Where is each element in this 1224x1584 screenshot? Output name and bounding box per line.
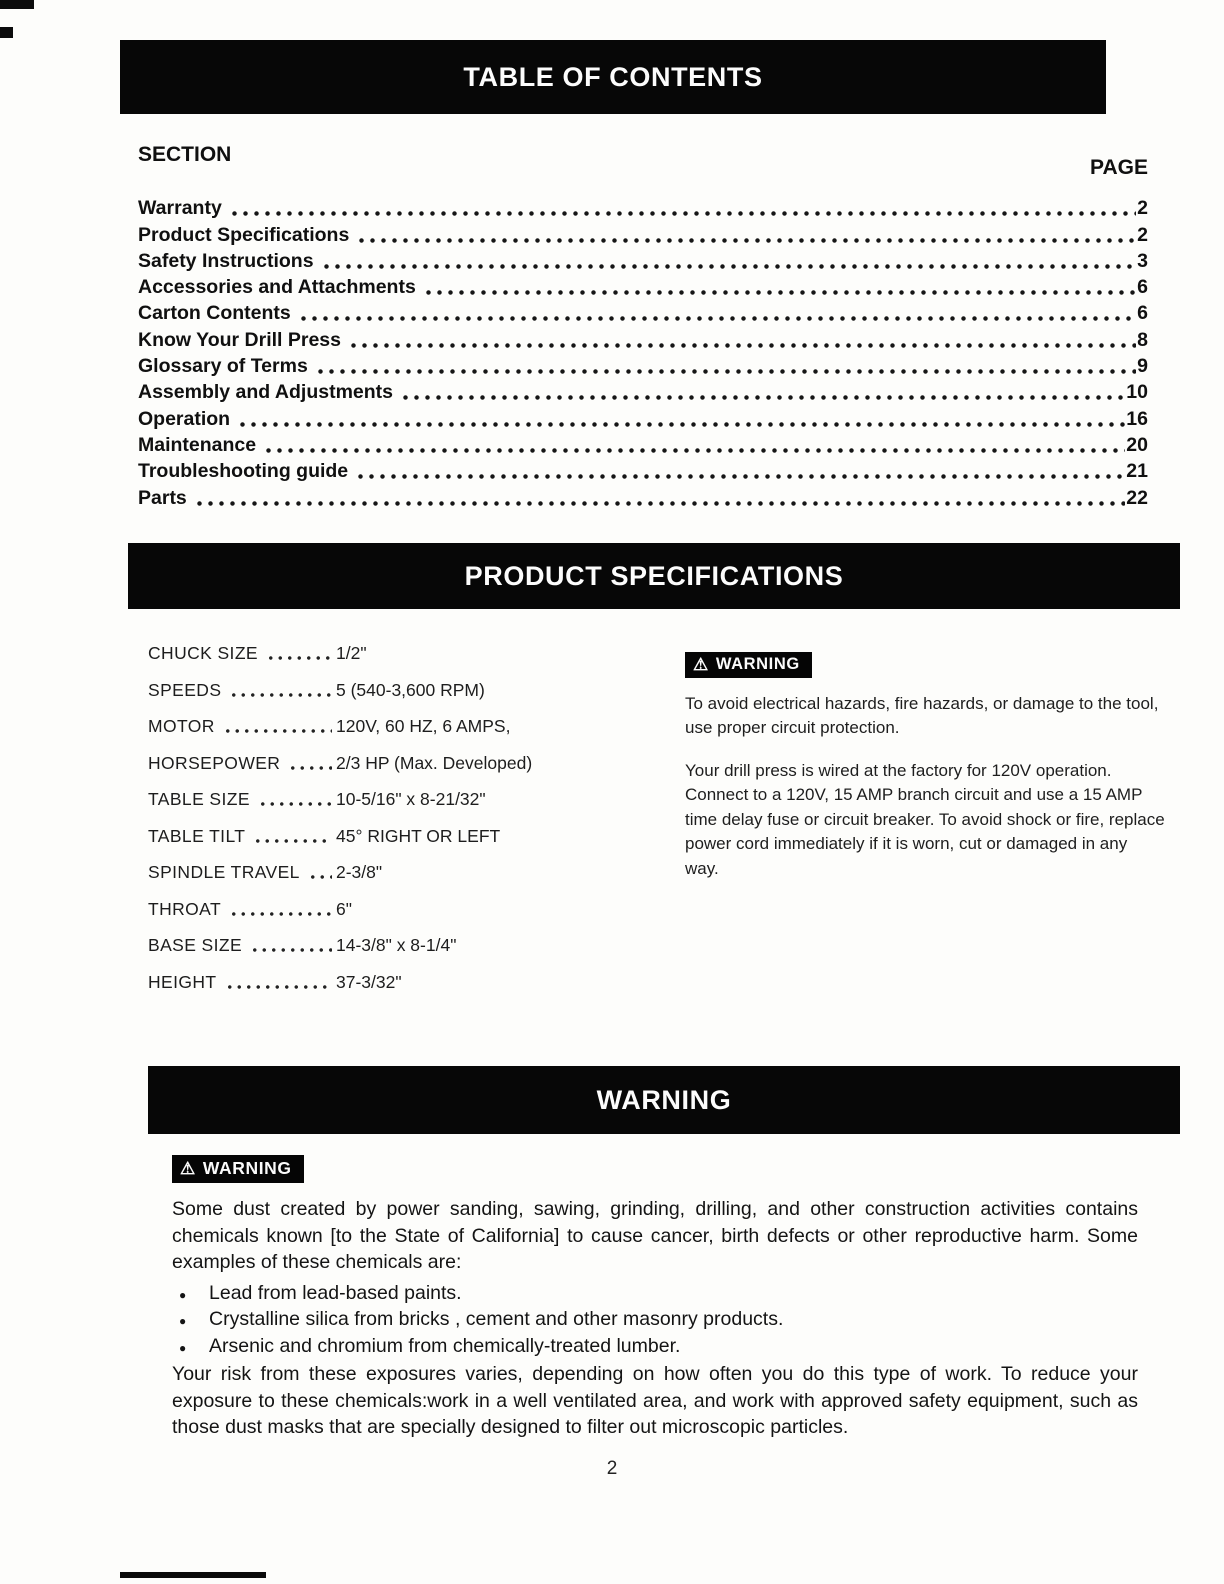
specification-value: 1/2" [336, 643, 367, 663]
specification-row [148, 936, 648, 956]
toc-entry-page: 22 [1126, 486, 1148, 509]
specification-row [148, 863, 648, 883]
specification-value: 2-3/8" [336, 862, 383, 882]
toc-entry [138, 483, 1148, 509]
toc-entry [138, 378, 1148, 404]
specification-label: SPEEDS [148, 679, 222, 700]
warning-bullet-text: Arsenic and chromium from chemically-treated lumber. [209, 1334, 681, 1357]
specification-label: HORSEPOWER [148, 752, 281, 773]
electrical-warning-column [685, 652, 1165, 899]
dot-leader [237, 421, 1125, 428]
toc-entry-page: 21 [1126, 460, 1148, 483]
bullet-icon: ● [179, 1340, 187, 1355]
toc-column-headers [138, 143, 1148, 180]
dot-leader [263, 447, 1125, 454]
warning-bullet-item [172, 1333, 1138, 1360]
specification-row [148, 827, 648, 847]
warning-badge-label: WARNING [715, 655, 800, 673]
specification-row [148, 900, 648, 920]
warning-bullet-text: Crystalline silica from bricks , cement and other masonry products. [209, 1308, 784, 1331]
toc-entry [138, 273, 1148, 299]
specification-lead [148, 789, 334, 810]
toc-entry [138, 299, 1148, 325]
toc-entry-label: Know Your Drill Press [138, 328, 341, 351]
specification-value: 2/3 HP (Max. Developed) [336, 752, 533, 773]
specification-lead [148, 862, 334, 883]
toc-entry [138, 220, 1148, 246]
specification-lead [148, 972, 334, 993]
dot-leader [225, 984, 332, 990]
specification-label: TABLE TILT [148, 825, 246, 846]
warning-banner [148, 1066, 1180, 1134]
specification-lead [148, 716, 334, 737]
scan-artifact [0, 0, 34, 9]
toc-banner [120, 40, 1106, 114]
specification-label: THROAT [148, 898, 222, 919]
dot-leader [321, 263, 1137, 270]
dot-leader [258, 801, 332, 807]
toc-entry-page: 9 [1137, 355, 1148, 378]
dot-leader [288, 765, 332, 771]
dot-leader [229, 911, 332, 917]
dot-leader [308, 874, 332, 880]
bullet-icon: ● [179, 1314, 187, 1329]
toc-banner-title: TABLE OF CONTENTS [463, 61, 763, 92]
specification-label: HEIGHT [148, 971, 217, 992]
toc-entry [138, 431, 1148, 457]
dot-leader [400, 394, 1125, 401]
toc-entry-label: Safety Instructions [138, 249, 314, 272]
dot-leader [229, 692, 332, 698]
toc-entry [138, 352, 1148, 378]
specification-label: TABLE SIZE [148, 789, 250, 809]
toc-section-header: SECTION [138, 143, 232, 166]
dot-leader [229, 210, 1136, 217]
specification-row [148, 973, 648, 993]
specification-value: 120V, 60 HZ, 6 AMPS, [336, 716, 511, 736]
warning-bullet-list [172, 1280, 1138, 1360]
product-specifications-banner [128, 543, 1180, 609]
specification-label: BASE SIZE [148, 935, 243, 955]
specification-lead [148, 680, 334, 701]
warning-triangle-icon: ⚠ [180, 1159, 196, 1178]
specification-row [148, 681, 648, 701]
scan-artifact [0, 27, 13, 38]
electrical-warning-paragraph-1: To avoid electrical hazards, fire hazards, or damage to the tool, use proper circuit protection. [685, 694, 1159, 738]
specification-value: 14-3/8" x 8-1/4" [336, 935, 457, 955]
toc-entry-label: Accessories and Attachments [138, 276, 416, 299]
toc-entry-label: Maintenance [138, 433, 257, 456]
toc-entry-page: 2 [1137, 223, 1148, 246]
toc-entry [138, 247, 1148, 273]
specification-label: CHUCK SIZE [148, 643, 258, 663]
dot-leader [194, 500, 1126, 507]
toc-entry-page: 16 [1126, 407, 1148, 430]
toc-entry [138, 325, 1148, 351]
page-number: 2 [606, 1458, 618, 1479]
specification-value: 45° RIGHT OR LEFT [336, 825, 501, 846]
specification-value: 37-3/32" [336, 971, 402, 992]
specification-label: MOTOR [148, 716, 215, 736]
dot-leader [250, 947, 332, 953]
toc-entry-page: 2 [1137, 197, 1148, 220]
product-specifications-title: PRODUCT SPECIFICATIONS [464, 560, 844, 591]
toc-entry [138, 457, 1148, 483]
toc-entry-label: Parts [138, 486, 187, 509]
dot-leader [348, 342, 1136, 349]
california-warning-block [172, 1155, 1138, 1441]
toc-entry-page: 10 [1126, 381, 1148, 404]
toc-entry-label: Product Specifications [138, 223, 350, 246]
specification-lead [148, 826, 334, 847]
toc-entry-page: 6 [1137, 276, 1148, 299]
dot-leader [253, 838, 332, 844]
specification-row [148, 644, 648, 664]
warning-badge [685, 652, 812, 678]
warning-bullet-item [172, 1280, 1138, 1307]
dot-leader [355, 473, 1125, 480]
warning-badge-label: WARNING [202, 1158, 292, 1178]
dot-leader [356, 237, 1136, 244]
specification-lead [148, 899, 334, 920]
toc-entry [138, 404, 1148, 430]
toc-entry-label: Warranty [138, 197, 222, 220]
toc-page-header: PAGE [1090, 156, 1148, 179]
specification-lead [148, 643, 334, 664]
dot-leader [223, 728, 332, 734]
specification-value: 10-5/16" x 8-21/32" [336, 789, 486, 809]
warning-intro-paragraph: Some dust created by power sanding, sawing, grinding, drilling, and other construction activities contains chemicals known [to the State of California] to cause cancer, birth defects or other reproductive harm. Some examples of these chemicals are: [172, 1198, 1138, 1274]
specification-lead [148, 753, 334, 774]
scan-artifact-bar [120, 1572, 266, 1578]
toc-entry-page: 8 [1137, 328, 1148, 351]
specification-value: 5 (540-3,600 RPM) [336, 679, 485, 700]
specification-value: 6" [336, 898, 352, 919]
specification-row [148, 717, 648, 737]
specifications-list [148, 644, 648, 1009]
toc-entry-label: Glossary of Terms [138, 355, 308, 378]
warning-outro-paragraph: Your risk from these exposures varies, depending on how often you do this type of work. To reduce your exposure to these chemicals:work in a well ventilated area, and work with approved safety equipment, such as those dust masks that are specially designed to filter out microscopic particles. [172, 1363, 1138, 1439]
toc-entry [138, 194, 1148, 220]
warning-bullet-item [172, 1306, 1138, 1333]
warning-badge [172, 1155, 304, 1183]
warning-banner-title: WARNING [596, 1084, 732, 1115]
specification-lead [148, 935, 334, 956]
bullet-icon: ● [179, 1287, 187, 1302]
toc-list [138, 194, 1148, 510]
specification-row [148, 790, 648, 810]
specification-row [148, 754, 648, 774]
warning-bullet-text: Lead from lead-based paints. [209, 1281, 462, 1304]
dot-leader [266, 655, 332, 661]
toc-entry-label: Assembly and Adjustments [138, 381, 394, 404]
toc-entry-page: 20 [1126, 433, 1148, 456]
toc-entry-label: Operation [138, 407, 231, 430]
toc-entry-label: Troubleshooting guide [138, 460, 349, 483]
toc-entry-label: Carton Contents [138, 302, 291, 325]
dot-leader [298, 315, 1136, 322]
dot-leader [315, 368, 1136, 375]
toc-entry-page: 3 [1137, 249, 1148, 272]
electrical-warning-paragraph-2: Your drill press is wired at the factory for 120V operation. Connect to a 120V, 15 AMP branch circuit and use a 15 AMP time delay fuse or circuit breaker. To avoid shock or fire, replace power cord immediately if it is worn, cut or damaged in any way. [685, 760, 1165, 878]
warning-triangle-icon: ⚠ [693, 655, 709, 674]
toc-entry-page: 6 [1137, 302, 1148, 325]
dot-leader [423, 289, 1136, 296]
specification-label: SPINDLE TRAVEL [148, 862, 300, 882]
